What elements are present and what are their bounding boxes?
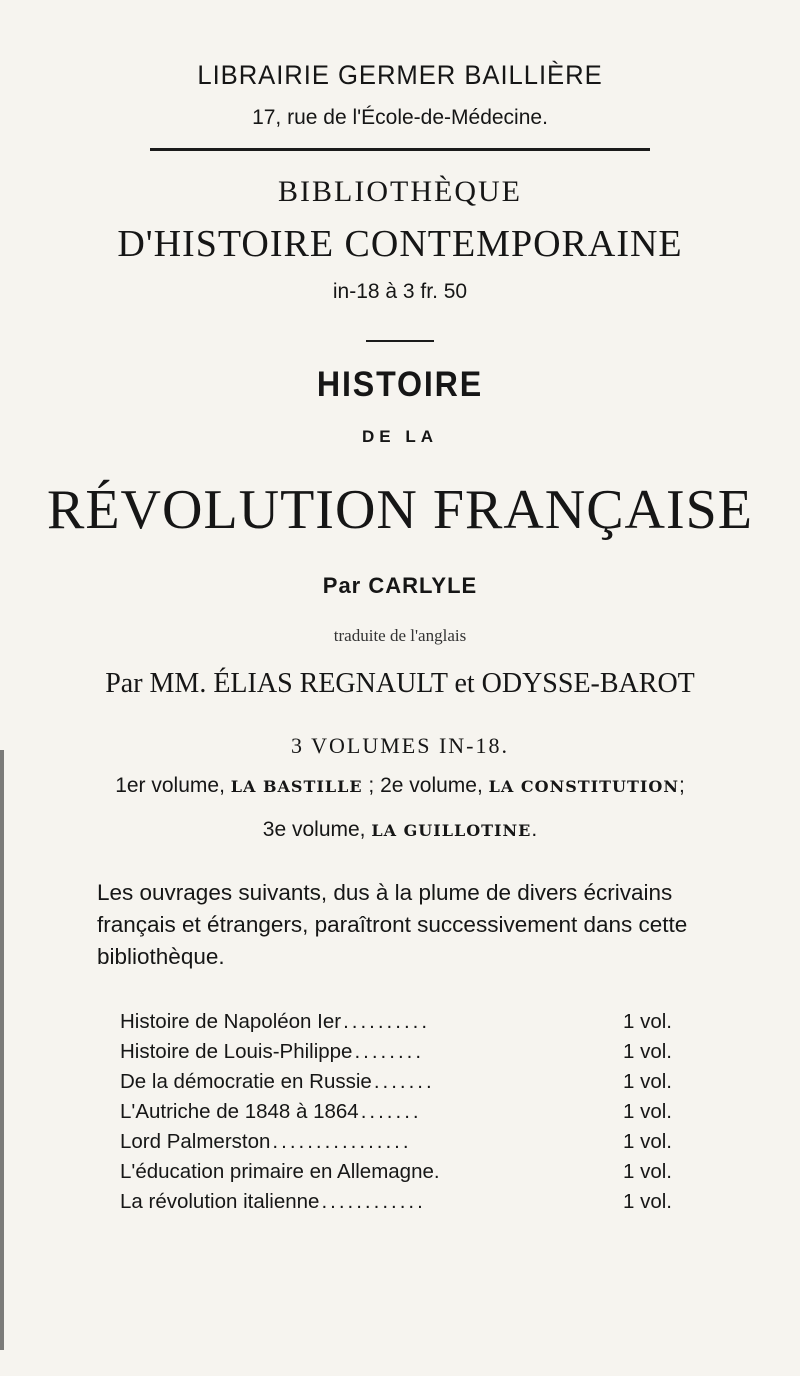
list-item-title: Histoire de Louis-Philippe: [120, 1040, 353, 1063]
volume-1-title: LA BASTILLE: [230, 777, 363, 796]
volume-2-label: ; 2e volume,: [368, 774, 483, 797]
section-divider: [366, 340, 434, 342]
announcement-line: bibliothèque.: [97, 944, 225, 969]
leader-dots: ..........: [343, 1010, 431, 1033]
leader-dots: ........: [354, 1040, 425, 1063]
list-item-title: La révolution italienne: [120, 1190, 320, 1213]
list-item-volumes: 1 vol.: [623, 1010, 672, 1033]
volume-1-label: 1er volume,: [115, 774, 225, 797]
announcement-line: français et étrangers, paraîtront successivement dans cette: [97, 912, 688, 937]
announcement-line: Les ouvrages suivants, dus à la plume de divers écrivains: [97, 880, 673, 905]
book-title-mid: DE LA: [362, 427, 438, 446]
list-item: [120, 1190, 685, 1220]
list-item: [120, 1160, 685, 1190]
list-item: [120, 1070, 685, 1100]
list-item-title: Histoire de Napoléon Ier: [120, 1010, 342, 1033]
translators: Par MM. ÉLIAS REGNAULT et ODYSSE-BAROT: [105, 668, 695, 699]
volume-2-end: ;: [678, 774, 685, 797]
upcoming-titles-list: [120, 1010, 685, 1220]
list-item-volumes: 1 vol.: [623, 1130, 672, 1153]
volume-3-title: LA GUILLOTINE: [371, 821, 532, 840]
header-divider: [150, 148, 650, 151]
volume-2-title: LA CONSTITUTION: [488, 777, 679, 796]
announcement-paragraph: [97, 877, 717, 973]
book-title-main: RÉVOLUTION FRANÇAISE: [47, 479, 753, 541]
book-title-top: HISTOIRE: [316, 365, 484, 404]
leader-dots: ................: [272, 1130, 412, 1153]
leader-dots: .......: [373, 1070, 435, 1093]
series-title-line1: BIBLIOTHÈQUE: [278, 175, 522, 208]
list-item-volumes: 1 vol.: [623, 1100, 672, 1123]
list-item-volumes: 1 vol.: [623, 1070, 672, 1093]
list-item-title: L'éducation primaire en Allemagne.: [120, 1160, 440, 1183]
leader-dots: ............: [321, 1190, 426, 1213]
list-item-volumes: 1 vol.: [623, 1040, 672, 1063]
list-item-volumes: 1 vol.: [623, 1190, 672, 1213]
list-item-title: L'Autriche de 1848 à 1864: [120, 1100, 359, 1123]
volume-3-label: 3e volume,: [262, 818, 366, 841]
book-author: Par CARLYLE: [322, 573, 478, 598]
list-item-title: Lord Palmerston: [120, 1130, 271, 1153]
series-format-price: in-18 à 3 fr. 50: [332, 280, 468, 303]
volume-list-line2: [0, 818, 800, 842]
list-item: [120, 1130, 685, 1160]
leader-dots: .......: [360, 1100, 422, 1123]
list-item: [120, 1100, 685, 1130]
list-item-volumes: 1 vol.: [623, 1160, 672, 1183]
list-item: [120, 1010, 685, 1040]
publisher-address: 17, rue de l'École-de-Médecine.: [252, 106, 548, 129]
volume-3-end: .: [531, 818, 538, 841]
volume-list-line1: [0, 774, 800, 798]
volumes-count: 3 VOLUMES IN-18.: [291, 733, 509, 758]
series-title-line2: D'HISTOIRE CONTEMPORAINE: [117, 223, 683, 265]
page-edge-shadow: [0, 750, 4, 1350]
list-item-title: De la démocratie en Russie: [120, 1070, 372, 1093]
translation-note: traduite de l'anglais: [333, 626, 467, 645]
publisher-name: LIBRAIRIE GERMER BAILLIÈRE: [197, 60, 603, 90]
list-item: [120, 1040, 685, 1070]
